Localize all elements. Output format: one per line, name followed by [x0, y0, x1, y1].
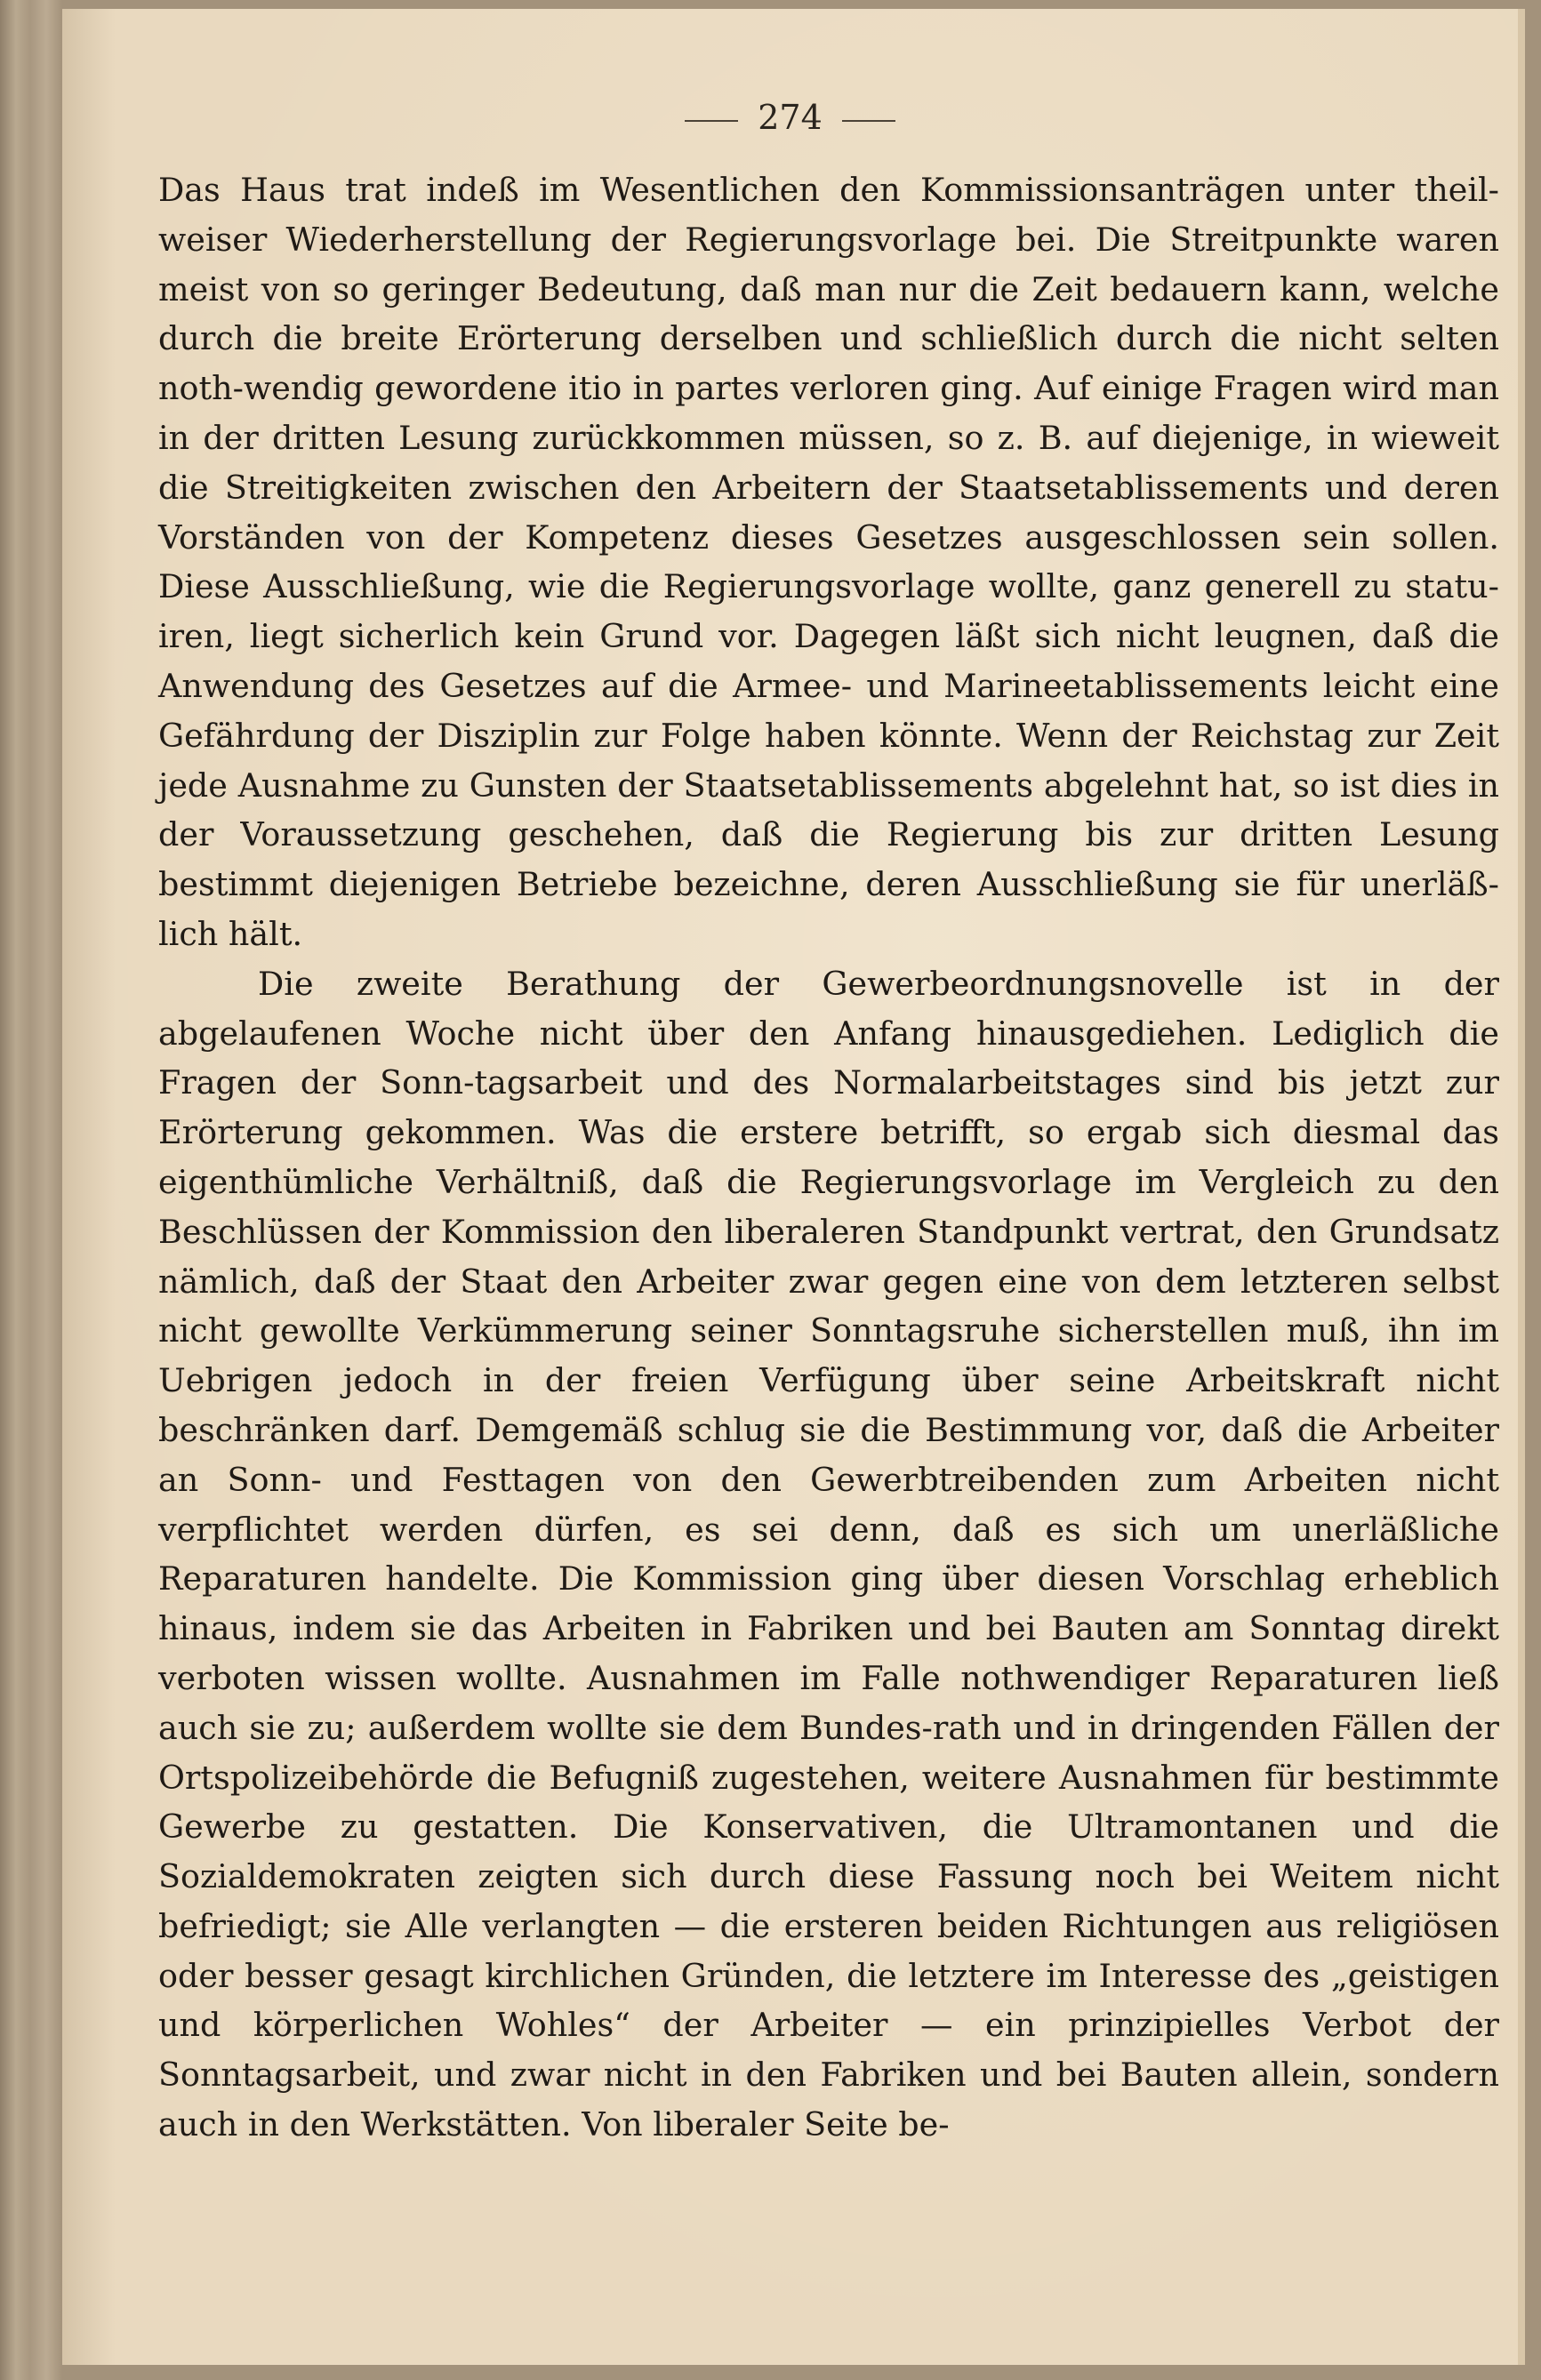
paragraph-2: Die zweite Berathung der Gewerbeordnungsnovelle ist in der abgelaufenen Woche nicht über den Anfang hinausgediehen. Lediglich die Fragen der Sonn-tagsarbeit und des Normalarbeitstages sind bis jetzt zur Erörterung gekommen. Was die erstere betrifft, so ergab sich diesmal das eigenthümliche Verhältniß, daß die Regierungsvorlage im Vergleich zu den Beschlüssen der Kommission den liberaleren Standpunkt vertrat, den Grundsatz nämlich, daß der Staat den Arbeiter zwar gegen eine von dem letzteren selbst nicht gewollte Verkümmerung seiner Sonntagsruhe sicherstellen muß, ihn im Uebrigen jedoch in der freien Verfügung über seine Arbeitskraft nicht beschränken darf. Demgemäß schlug sie die Bestimmung vor, daß die Arbeiter an Sonn- und Festtagen von den Gewerbtreibenden zum Arbeiten nicht verpflichtet werden dürfen, es sei denn, daß es sich um unerläßliche Reparaturen handelte. Die Kommission ging über diesen Vorschlag erheblich hinaus, indem sie das Arbeiten in Fabriken und bei Bauten am Sonntag direkt verboten wissen wollte. Ausnahmen im Falle nothwendiger Reparaturen ließ auch sie zu; außerdem wollte sie dem Bundes-rath und in dringenden Fällen der Ortspolizeibehörde die Befugniß zugestehen, weitere Ausnahmen für bestimmte Gewerbe zu gestatten. Die Konservativen, die Ultramontanen und die Sozialdemokraten zeigten sich durch diese Fassung noch bei Weitem nicht befriedigt; sie Alle verlangten — die ersteren beiden Richtungen aus religiösen oder besser gesagt kirchlichen Gründen, die letztere im Interesse des „geistigen und körperlichen Wohles“ der Arbeiter — ein prinzipielles Verbot der Sonntagsarbeit, und zwar nicht in den Fabriken und bei Bauten allein, sondern auch in den Werkstätten. Von liberaler Seite be-: [158, 964, 1499, 2144]
header-dash-right: [842, 120, 895, 122]
page-header: [62, 98, 1518, 137]
page-number: 274: [758, 98, 823, 137]
header-dash-left: [685, 120, 738, 122]
paragraph-1: Das Haus trat indeß im Wesentlichen den Kommissionsanträgen unter theil-weiser Wiederherstellung der Regierungsvorlage bei. Die Streitpunkte waren meist von so geringer Bedeutung, daß man nur die Zeit bedauern kann, welche durch die breite Erörterung derselben und schließlich durch die nicht selten noth-wendig gewordene itio in partes verloren ging. Auf einige Fragen wird man in der dritten Lesung zurückkommen müssen, so z. B. auf diejenige, in wieweit die Streitigkeiten zwischen den Arbeitern der Staatsetablissements und deren Vorständen von der Kompetenz dieses Gesetzes ausgeschlossen sein sollen. Diese Ausschließung, wie die Regierungsvorlage wollte, ganz generell zu statu-iren, liegt sicherlich kein Grund vor. Dagegen läßt sich nicht leugnen, daß die Anwendung des Gesetzes auf die Armee- und Marineetablissements leicht eine Gefährdung der Disziplin zur Folge haben könnte. Wenn der Reichstag zur Zeit jede Ausnahme zu Gunsten der Staatsetablissements abgelehnt hat, so ist dies in der Voraussetzung geschehen, daß die Regierung bis zur dritten Lesung bestimmt diejenigen Betriebe bezeichne, deren Ausschließung sie für unerläß-lich hält.: [158, 171, 1499, 953]
page-body: [158, 165, 1499, 2150]
